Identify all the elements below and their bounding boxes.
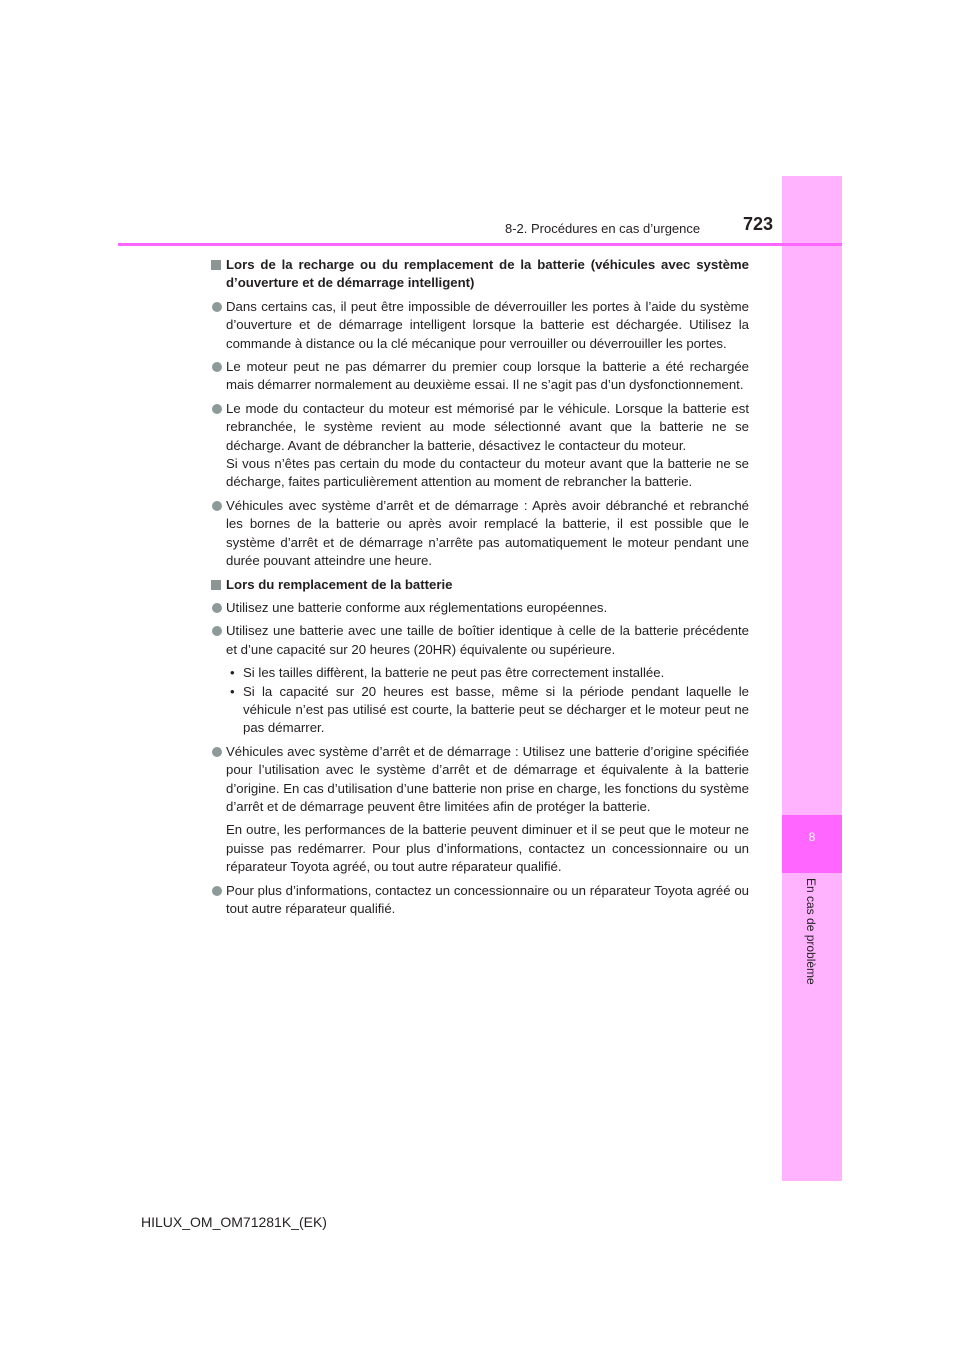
list-item-note: En outre, les performances de la batterie peuvent diminuer et il se peut que le moteur ne puisse pas redémarrer. Pour plus d’informations, contactez un concessionnaire ou un réparateur Toyota agréé, ou tout autre réparateur qualifié. <box>226 822 749 875</box>
list-item-text: Véhicules avec système d’arrêt et de démarrage : Après avoir débranché et rebranché les bornes de la batterie ou après avoir remplacé la batterie, il est possible que le système d’arrêt et de démarrage n’arrête pas automatiquement le moteur pendant une durée pouvant atteindre une heure. <box>226 497 749 569</box>
list-item-text: Utilisez une batterie avec une taille de boîtier identique à celle de la batterie précédente et d’une capacité sur 20 heures (20HR) équivalente ou supérieure. <box>226 623 749 657</box>
sub-list <box>211 664 749 738</box>
dot-bullet-icon: • <box>230 665 235 681</box>
document-code: HILUX_OM_OM71281K_(EK) <box>141 1214 327 1230</box>
chapter-label-container <box>782 874 842 1024</box>
list-item <box>211 622 749 659</box>
chapter-number: 8 <box>808 830 816 844</box>
chapter-sidebar <box>782 176 842 1181</box>
list-item <box>211 400 749 492</box>
circle-bullet-icon <box>212 747 222 757</box>
list-item-text: Utilisez une batterie conforme aux réglementations européennes. <box>226 599 608 615</box>
sub-list-item-text: Si la capacité sur 20 heures est basse, même si la période pendant laquelle le véhicule n’est pas utilisé est courte, la batterie peut se décharger et le moteur peut ne pas démarrer. <box>243 683 749 736</box>
square-bullet-icon <box>211 580 221 590</box>
header-divider <box>118 243 842 246</box>
list-item-text: Dans certains cas, il peut être impossible de déverrouiller les portes à l’aide du système d’ouverture et de démarrage intelligent lorsque la batterie est déchargée. Utilisez la commande à distance ou la clé mécanique pour verrouiller ou déverrouiller les portes. <box>226 298 749 351</box>
list-item <box>211 298 749 353</box>
circle-bullet-icon <box>212 501 222 511</box>
chapter-label: En cas de problème <box>804 878 818 985</box>
circle-bullet-icon <box>212 886 222 896</box>
page-content <box>211 256 749 923</box>
list-item-text: Véhicules avec système d’arrêt et de démarrage : Utilisez une batterie d’origine spécifiée pour l’utilisation avec le système d’arrêt et de démarrage et équivalente à la batterie d’origine. En cas d’utilisation d’une batterie non prise en charge, les fonctions du système d’arrêt et de démarrage peuvent être limitées afin de protéger la batterie. <box>226 743 749 814</box>
circle-bullet-icon <box>212 626 222 636</box>
section-title: 8-2. Procédures en cas d’urgence <box>505 221 701 236</box>
circle-bullet-icon <box>212 302 222 312</box>
list-item <box>211 358 749 395</box>
circle-bullet-icon <box>212 404 222 414</box>
chapter-tab[interactable] <box>782 815 842 873</box>
section-heading-text: Lors du remplacement de la batterie <box>226 576 453 592</box>
square-bullet-icon <box>211 260 221 270</box>
page-number: 723 <box>742 214 773 234</box>
list-item-text: Le moteur peut ne pas démarrer du premier coup lorsque la batterie a été rechargée mais démarrer normalement au deuxième essai. Il ne s’agit pas d’un dysfonctionnement. <box>226 359 749 393</box>
sub-list-item <box>226 683 749 738</box>
list-item <box>211 599 749 617</box>
list-item-text: Pour plus d’informations, contactez un concessionnaire ou un réparateur Toyota agréé ou tout autre réparateur qualifié. <box>226 882 749 916</box>
list-item <box>211 497 749 571</box>
section-heading-text: Lors de la recharge ou du remplacement de la batterie (véhicules avec système d’ouverture et de démarrage intelligent) <box>226 257 749 291</box>
section-heading <box>211 256 749 293</box>
circle-bullet-icon <box>212 603 222 613</box>
sub-list-item-text: Si les tailles diffèrent, la batterie ne peut pas être correctement installée. <box>243 665 665 681</box>
list-item <box>211 743 749 817</box>
sub-list-item <box>226 664 749 682</box>
section-heading <box>211 576 749 594</box>
circle-bullet-icon <box>212 362 222 372</box>
dot-bullet-icon: • <box>230 683 235 699</box>
list-item-note: Si vous n’êtes pas certain du mode du contacteur du moteur avant que la batterie ne se décharge, faites particulièrement attention au moment de rebrancher la batterie. <box>226 456 749 490</box>
list-item-text: Le mode du contacteur du moteur est mémorisé par le véhicule. Lorsque la batterie est rebranchée, le système revient au mode sélectionné avant que la batterie ne se décharge. Avant de débrancher la batterie, désactivez le contacteur du moteur. <box>226 400 749 453</box>
list-item <box>211 882 749 919</box>
